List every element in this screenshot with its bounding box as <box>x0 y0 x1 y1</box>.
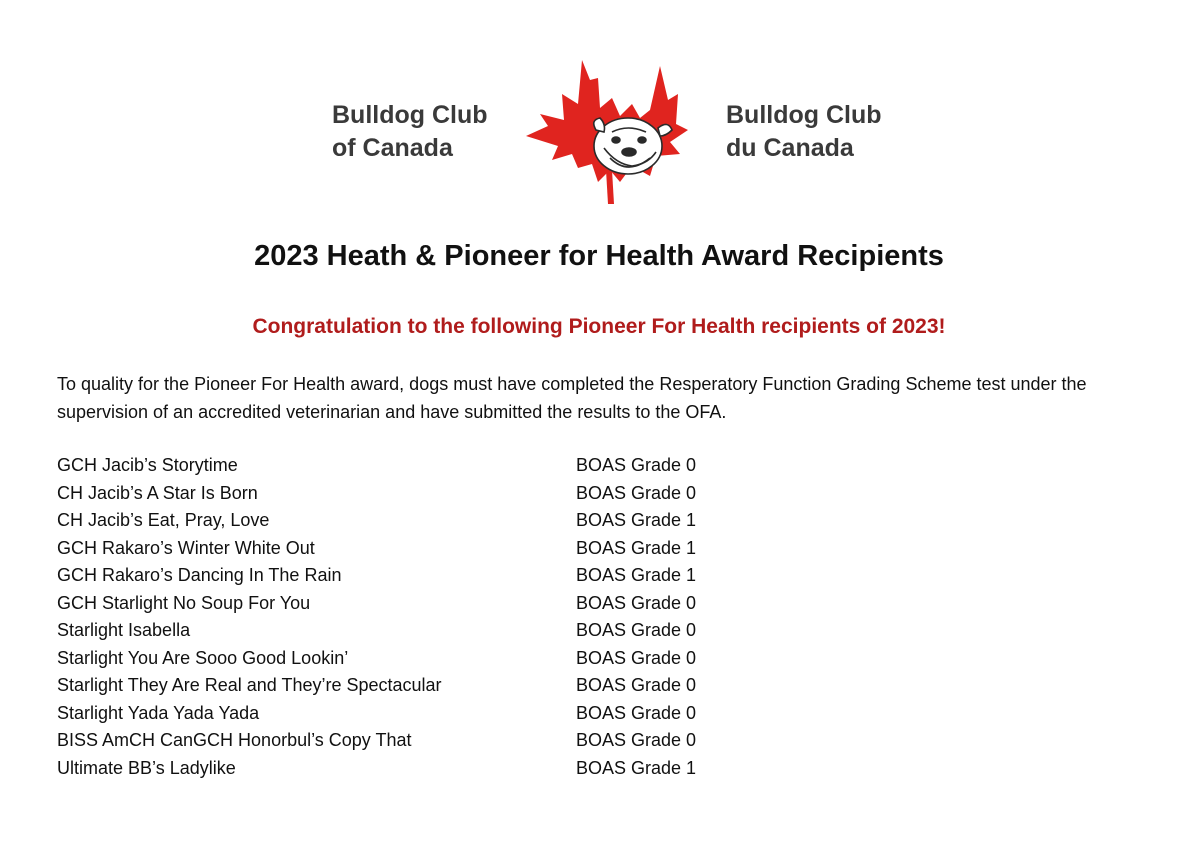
congratulation-heading: Congratulation to the following Pioneer For Health recipients of 2023! <box>252 315 946 338</box>
recipient-row <box>57 645 757 673</box>
recipient-row <box>57 590 757 618</box>
recipient-name: CH Jacib’s Eat, Pray, Love <box>57 510 270 530</box>
boas-grade: BOAS Grade 0 <box>576 482 697 503</box>
recipient-row <box>57 562 757 590</box>
intro-paragraph: To quality for the Pioneer For Health award, dogs must have completed the Resperatory Function Grading Scheme test under the supervision of an accredited veterinarian and have submitted the results to the OFA. <box>57 374 1087 422</box>
recipient-row <box>57 617 757 645</box>
recipient-row <box>57 700 757 728</box>
recipient-row <box>57 507 757 535</box>
boas-grade: BOAS Grade 0 <box>576 647 697 668</box>
boas-grade: BOAS Grade 1 <box>576 510 697 530</box>
bulldog-head-icon <box>594 118 672 174</box>
recipient-row <box>57 480 757 508</box>
recipient-name: Starlight You Are Sooo Good Lookin’ <box>57 647 349 668</box>
club-name-french <box>726 99 882 165</box>
boas-grade: BOAS Grade 1 <box>576 565 697 585</box>
club-name-french-line2: du Canada <box>726 134 854 162</box>
recipient-name: Starlight Isabella <box>57 620 191 640</box>
club-name-english <box>332 99 488 165</box>
boas-grade: BOAS Grade 1 <box>576 757 697 778</box>
boas-grade: BOAS Grade 1 <box>576 537 697 558</box>
page-title: 2023 Heath & Pioneer for Health Award Recipients <box>254 240 944 272</box>
recipient-list <box>57 452 757 782</box>
recipient-name: BISS AmCH CanGCH Honorbul’s Copy That <box>57 730 412 750</box>
recipient-name: GCH Rakaro’s Winter White Out <box>57 537 315 558</box>
boas-grade: BOAS Grade 0 <box>576 592 697 613</box>
recipient-name: Starlight Yada Yada Yada <box>57 702 260 723</box>
leaf-stem-icon <box>606 170 614 204</box>
recipient-row <box>57 452 757 480</box>
recipient-row <box>57 727 757 755</box>
club-name-english-line2: of Canada <box>332 134 453 162</box>
boas-grade: BOAS Grade 0 <box>576 620 697 640</box>
recipient-name: Starlight They Are Real and They’re Spectacular <box>57 675 442 695</box>
boas-grade: BOAS Grade 0 <box>576 730 697 750</box>
boas-grade: BOAS Grade 0 <box>576 455 697 475</box>
recipient-name: GCH Starlight No Soup For You <box>57 592 311 613</box>
recipient-name: GCH Jacib’s Storytime <box>57 455 238 475</box>
recipient-row <box>57 755 757 783</box>
recipient-name: Ultimate BB’s Ladylike <box>57 757 236 778</box>
club-name-french-line1: Bulldog Club <box>726 101 882 129</box>
maple-leaf-bulldog-logo-icon <box>520 58 700 208</box>
recipient-row <box>57 672 757 700</box>
recipient-row <box>57 535 757 563</box>
boas-grade: BOAS Grade 0 <box>576 675 697 695</box>
club-name-english-line1: Bulldog Club <box>332 101 488 129</box>
boas-grade: BOAS Grade 0 <box>576 702 697 723</box>
recipient-name: GCH Rakaro’s Dancing In The Rain <box>57 565 342 585</box>
recipient-name: CH Jacib’s A Star Is Born <box>57 482 258 503</box>
